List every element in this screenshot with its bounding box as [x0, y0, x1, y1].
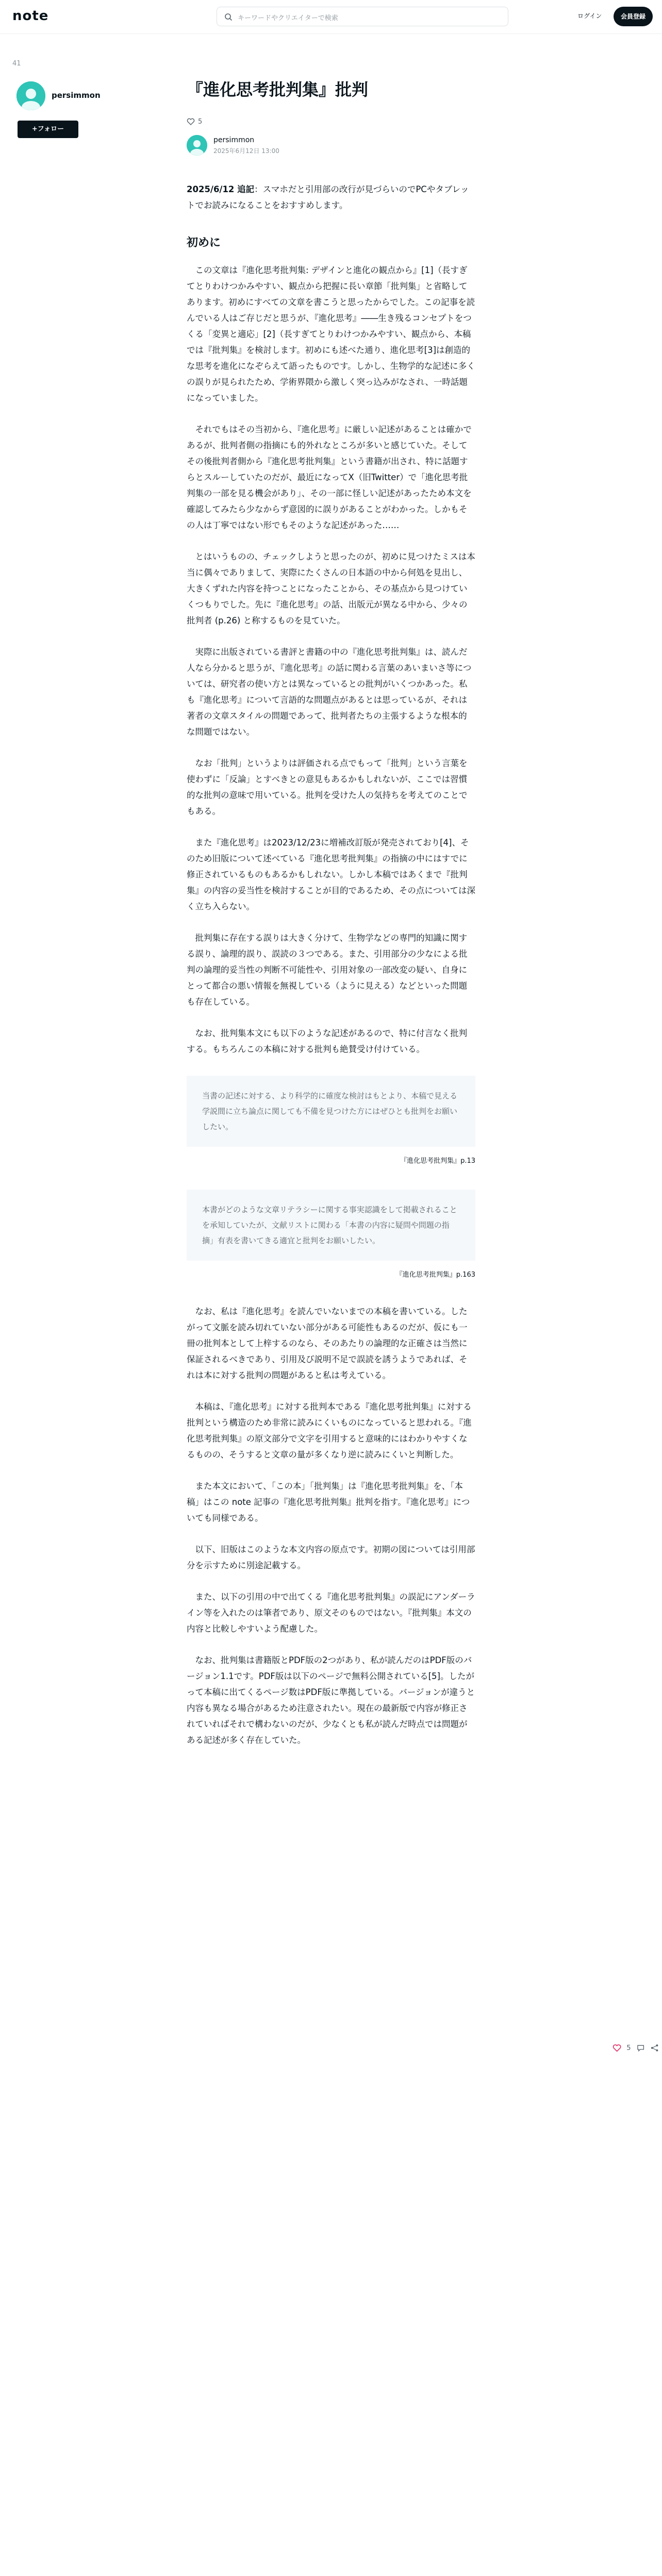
lead-note	[187, 181, 475, 213]
site-header	[0, 0, 662, 34]
share-icon[interactable]	[650, 2043, 659, 2053]
article	[187, 77, 475, 1764]
follow-label: フォロー	[37, 125, 64, 133]
follow-plus-icon: +	[31, 125, 38, 133]
login-link[interactable]: ログイン	[577, 12, 602, 20]
like-count: 5	[198, 117, 203, 126]
avatar[interactable]	[16, 81, 45, 110]
paragraph: なお「批判」というよりは評価される点でもって「批判」という言葉を使わずに「反論」とすべきとの意見もあるかもしれないが、ここでは習慣的な批判の意味で用いている。批判を受けた人の気持ちを考えてのことでもある。	[187, 758, 468, 816]
paragraph: 実際に出版されている書評と書籍の中の『進化思考批判集』は、読んだ人なら分かると思うが、『進化思考』の話に関わる言葉のあいまいさ等については、研究者の使い方とは異なっているとの批判がいくつかあった。私も『進化思考』について言語的な問題点があるとは思っているが、それは著者の文章スタイルの問題であって、批判者たちの主張するような根本的な問題ではない。	[187, 647, 472, 737]
blockquote: 当書の記述に対する、より科学的に確度な検討はもとより、本稿で見える学説間に立ち論点に関しても不備を見つけた方にはぜひとも批判をお願いしたい。	[187, 1076, 475, 1147]
section-heading: 初めに	[187, 236, 221, 249]
paragraph: この文章は『進化思考批判集: デザインと進化の観点から』[1]（長すぎてとりわけつかみやすい、観点から把握に長い章節「批判集」と省略してあります。初めにすべての文章を書こうと思ったからでした。この記事を読んでいる人はご存じだと思うが、『進化思考』――生き残るコンセプトをつくる「変異と適応」[2]（長すぎてとりわけつかみやすい、観点から、本稿では『批判集』を検討します。初めにも述べた通り、進化思考[3]は創造的な思考を進化になぞらえて語ったものです。しかし、生物学的な記述に多くの誤りが見られたため、学術界隈から激しく突っ込みがなされ、一時話題になっていました。	[187, 265, 475, 403]
paragraph: なお、批判集本文にも以下のような記述があるので、特に付言なく批判する。もちろんこの本稿に対する批判も絶賛受け付けている。	[187, 1028, 468, 1054]
paragraph: また、以下の引用の中で出てくる『進化思考批判集』の誤記にアンダーライン等を入れたのは筆者であり、原文そのものではない。『批判集』本文の内容と比較しやすいよう配慮した。	[187, 1592, 475, 1634]
quote-citation: 『進化思考批判集』p.13	[400, 1157, 475, 1165]
signup-button[interactable]: 会員登録	[614, 7, 653, 26]
author-name[interactable]: persimmon	[213, 135, 255, 144]
lead-text: ：スマホだと引用部の改行が見づらいのでPCやタブレットでお読みになることをおすすめします。	[187, 184, 469, 210]
search-icon	[224, 13, 233, 21]
author-name[interactable]: persimmon	[52, 91, 101, 100]
floating-actions	[613, 2040, 659, 2056]
paragraph: なお、批判集は書籍版とPDF版の2つがあり、私が読んだのはPDF版のバージョン1.1です。PDF版は以下のページで無料公開されている[5]。したがって本稿に出てくるページ数はPDF版に準拠している。バージョンが違うと内容も異なる場合があるため注意されたい。現在の最新版で内容が修正されていればそれで構わないのだが、少なくとも私が読んだ時点では問題がある記述が多く存在していた。	[187, 1655, 475, 1745]
article-body	[187, 181, 475, 1748]
comment-icon[interactable]	[636, 2043, 645, 2053]
paragraph: なお、私は『進化思考』を読んでいないまでの本稿を書いている。したがって文脈を読み切れていない部分がある可能性もあるのだが、仮にも一冊の批判本として上梓するのなら、そのあたりの論理的な正確さは当然に保証されるべきであり、引用及び説明不足で誤読を誘うようであれば、それは本に対する批判の問題があると私は考えている。	[187, 1307, 468, 1380]
paragraph: とはいうものの、チェックしようと思ったのが、初めに見つけたミスは本当に偶々でありまして、実際にたくさんの日本語の中から何処を見出し、大きくずれた内容を持つことになったことから、その基点から見つけていくつもりでした。先に『進化思考』の話、出版元が異なる中から、少々の批判者 (p.26) と称するものを見ていた。	[187, 552, 475, 625]
blockquote: 本書がどのような文章リテラシーに関する事実認識をして掲載されることを承知していたが、文献リストに関わる「本書の内容に疑問や問題の指摘」有表を書いてきる適宜と批判をお願いしたい。	[187, 1190, 475, 1261]
heart-icon[interactable]	[613, 2043, 621, 2053]
avatar-image	[187, 135, 207, 156]
paragraph: また『進化思考』は2023/12/23に増補改訂版が発売されており[4]、そのため旧版について述べている『進化思考批判集』の指摘の中にはすでに修正されているものもあるかもしれない。しかし本稿ではあくまで『批判集』の内容の妥当性を検討することが目的であるため、その点については深く立ち入らない。	[187, 838, 476, 911]
paragraph: 以下、旧版はこのような本文内容の原点です。初期の図については引用部分を示すために別途記載する。	[187, 1545, 475, 1570]
paragraph: 本稿は、『進化思考』に対する批判本である『進化思考批判集』に対する批判という構造のため非常に読みにくいものになっていると思われる。『進化思考批判集』の原文部分で文字を引用すると意味的にはわかりやすくなるものの、そうすると文章の量が多くなり逆に読みにくいと判断した。	[187, 1402, 472, 1460]
search-placeholder: キーワードやクリエイターで検索	[238, 14, 338, 22]
paragraph: 批判集に存在する誤りは大きく分けて、生物学などの専門的知識に関する誤り、論理的誤り、誤読の３つである。また、引用部分の少なによる批判の論理的妥当性の判断不可能性や、引用対象の一部改変の疑い、自身にとって都合の悪い情報を無視している（ように見える）などといった問題も存在している。	[187, 933, 468, 1007]
follower-count: 41	[12, 60, 21, 67]
article-title: 『進化思考批判集』批判	[187, 80, 369, 99]
like-count: 5	[626, 2044, 631, 2052]
avatar[interactable]	[187, 135, 207, 156]
lead-bold: 2025/6/12 追記	[187, 184, 255, 194]
article-author	[187, 135, 475, 156]
search-input[interactable]	[217, 7, 508, 26]
author-sidebar	[12, 60, 105, 133]
heart-icon[interactable]	[187, 117, 195, 126]
paragraph: また本文において、「この本」「批判集」は『進化思考批判集』を、「本稿」はこの note 記事の『進化思考批判集』批判を指す。『進化思考』についても同様である。	[187, 1481, 470, 1523]
like-row	[187, 117, 475, 126]
publish-date: 2025年6月12日 13:00	[213, 147, 279, 155]
follow-button[interactable]	[18, 121, 78, 138]
avatar-image	[16, 81, 45, 110]
quote-citation: 『進化思考批判集』p.163	[395, 1271, 475, 1279]
note-logo[interactable]: note	[12, 8, 49, 24]
paragraph: それでもはその当初から、『進化思考』に厳しい記述があることは確かであるが、批判者側の指摘にも的外れなところが多いと感じていた。そしてその後批判者側から『進化思考批判集』という書籍が出され、特に話題すらとスルーしていたのだが、最近になってX（旧Twitter）で「進化思考批判集の一部を見る機会があり」、その一部に怪しい記述があったため本文を確認してみたら少なからず意図的に誤りがあることがわかった。しかもその人は丁寧ではない形でもそのような記述があった……	[187, 425, 472, 530]
